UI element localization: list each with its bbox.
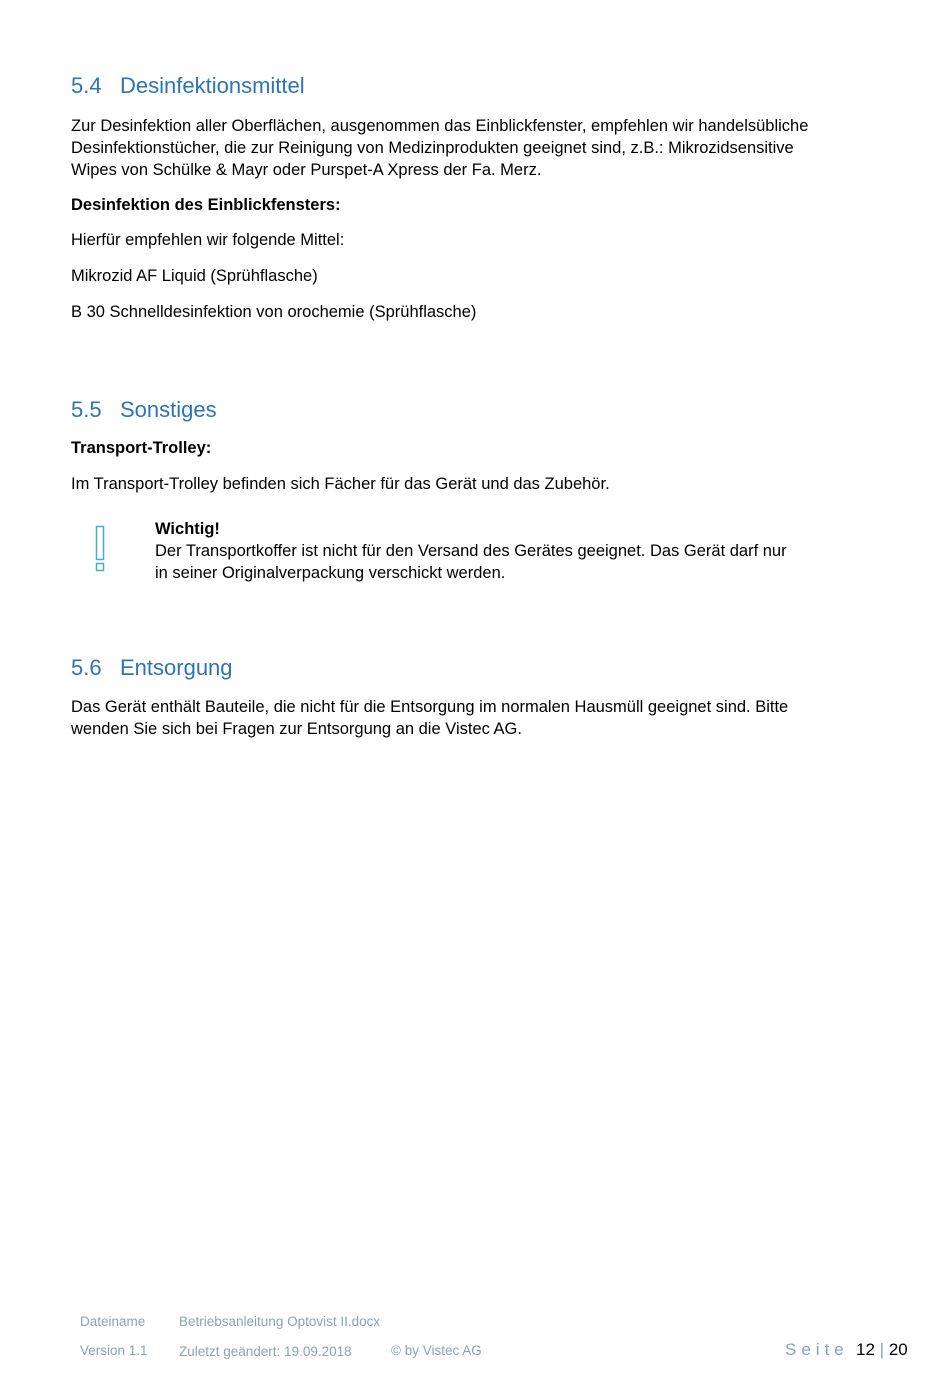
page-number bbox=[856, 1339, 908, 1361]
footer-version: Version 1.1 bbox=[80, 1343, 148, 1358]
paragraph-line: Das Gerät enthält Bauteile, die nicht für die Entsorgung im normalen Hausmüll geeignet sind. Bitte bbox=[71, 698, 789, 716]
list-item-mikrozid: Mikrozid AF Liquid (Sprühflasche) bbox=[71, 267, 318, 285]
important-note bbox=[155, 518, 855, 584]
page-separator: | bbox=[879, 1340, 885, 1359]
note-line: in seiner Originalverpackung verschickt werden. bbox=[155, 564, 506, 582]
note-title: Wichtig! bbox=[155, 520, 220, 538]
subheading-transport-trolley: Transport-Trolley: bbox=[71, 439, 212, 457]
footer-filename-label: Dateiname bbox=[80, 1314, 146, 1329]
section-title: Sonstiges bbox=[120, 397, 217, 422]
page-current: 12 bbox=[856, 1340, 875, 1359]
page-label: Seite bbox=[785, 1340, 849, 1359]
paragraph-disinfection bbox=[71, 115, 871, 181]
section-number: 5.6 bbox=[71, 655, 102, 680]
section-number: 5.5 bbox=[71, 397, 102, 422]
section-heading-5-5 bbox=[71, 397, 217, 423]
section-heading-5-6 bbox=[71, 655, 233, 681]
list-item-b30: B 30 Schnelldesinfektion von orochemie (Sprühflasche) bbox=[71, 303, 477, 321]
page-total: 20 bbox=[888, 1340, 908, 1359]
section-title: Entsorgung bbox=[120, 655, 233, 680]
subheading-window-disinfection: Desinfektion des Einblickfensters: bbox=[71, 196, 341, 214]
paragraph-line: wenden Sie sich bei Fragen zur Entsorgung an die Vistec AG. bbox=[71, 720, 522, 738]
footer-copyright: © by Vistec AG bbox=[391, 1343, 482, 1358]
paragraph-line: Desinfektionstücher, die zur Reinigung von Medizinprodukten geeignet sind, z.B.: Mikrozidsensitive bbox=[71, 139, 794, 157]
paragraph-line: Wipes von Schülke & Mayr oder Purspet-A Xpress der Fa. Merz. bbox=[71, 161, 542, 179]
paragraph-disposal bbox=[71, 696, 871, 740]
section-heading-5-4 bbox=[71, 73, 305, 99]
section-number: 5.4 bbox=[71, 73, 102, 98]
footer-filename-value: Betriebsanleitung Optovist II.docx bbox=[179, 1314, 381, 1329]
paragraph-line: Zur Desinfektion aller Oberflächen, ausgenommen das Einblickfenster, empfehlen wir handelsübliche bbox=[71, 117, 809, 135]
section-title: Desinfektionsmittel bbox=[120, 73, 305, 98]
paragraph-trolley: Im Transport-Trolley befinden sich Fächer für das Gerät und das Zubehör. bbox=[71, 475, 610, 493]
paragraph-recommendation: Hierfür empfehlen wir folgende Mittel: bbox=[71, 231, 345, 249]
note-line: Der Transportkoffer ist nicht für den Versand des Gerätes geeignet. Das Gerät darf nur bbox=[155, 542, 787, 560]
footer-changed-date: Zuletzt geändert: 19.09.2018 bbox=[179, 1344, 352, 1359]
exclamation-icon bbox=[91, 525, 109, 575]
